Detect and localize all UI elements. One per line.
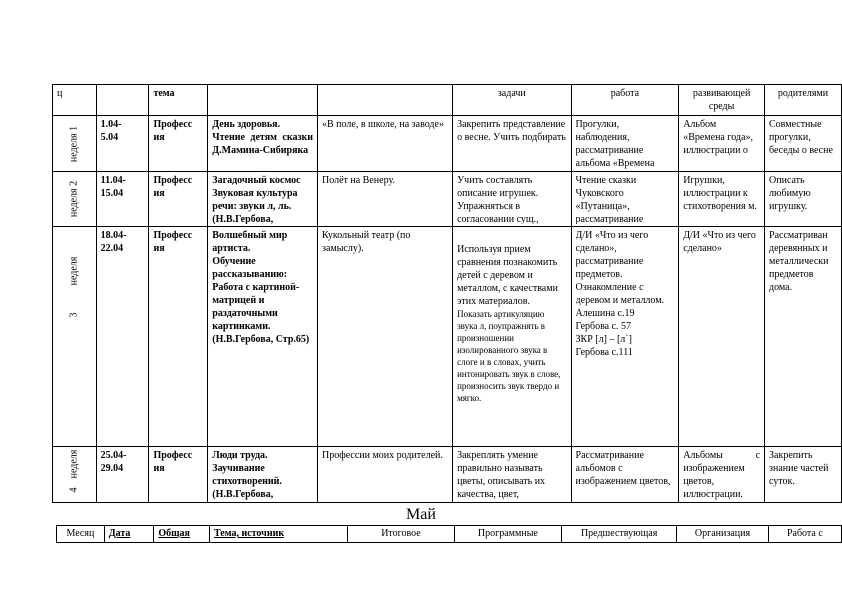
- theme-cell: [208, 116, 318, 172]
- table-header-row: [53, 85, 842, 116]
- may-header-cell: Общая: [154, 526, 210, 543]
- header-cell: [96, 85, 149, 116]
- may-plan-table: [56, 525, 842, 543]
- parents-text: Описать любимую игрушку.: [769, 175, 811, 212]
- prior-text: Чтение сказки Чуковского «Путаница», рассматривание: [575, 175, 644, 224]
- dates-text: 1.04- 5.04: [100, 119, 122, 143]
- tasks-cell: [453, 447, 571, 503]
- general-cell: [149, 447, 208, 503]
- week-label: неделя 2: [68, 180, 80, 218]
- prior-text: Д/И «Что из чего сделано», рассматривание предметов. Ознакомление с деревом и металлом.: [575, 230, 665, 306]
- dates-cell: [96, 116, 149, 172]
- final-text: Полёт на Венеру.: [322, 175, 395, 186]
- general-text: Професс ия: [153, 119, 193, 143]
- table-row: [53, 227, 842, 447]
- may-header-cell: Дата: [104, 526, 154, 543]
- table-row: [53, 447, 842, 503]
- week-label: неделя: [68, 449, 80, 478]
- tasks-text: Учить составлять описание игрушек. Упражняться в согласовании сущ.,: [457, 175, 539, 224]
- tasks-text: Закрепить представление о весне. Учить подбирать: [457, 119, 566, 143]
- final-cell: [318, 172, 453, 227]
- dates-text: 18.04- 22.04: [100, 230, 127, 254]
- parents-text: Закрепить знание частей суток.: [769, 450, 829, 487]
- week-label-cell: [53, 172, 97, 227]
- prior-cell: [571, 116, 679, 172]
- week-label-cell: [53, 116, 97, 172]
- table-row: [53, 116, 842, 172]
- final-text: Профессии моих родителей.: [322, 450, 443, 461]
- general-cell: [149, 172, 208, 227]
- final-cell: [318, 447, 453, 503]
- week-label: неделя 1: [68, 125, 80, 162]
- dates-cell: [96, 227, 149, 447]
- month-title: Май: [406, 506, 436, 523]
- prior-text: Прогулки, наблюдения, рассматривание альбома «Времена: [575, 119, 655, 169]
- may-header-cell: Предшествующая: [561, 526, 676, 543]
- week-number: 3: [68, 312, 80, 318]
- general-text: Професс ия: [153, 230, 193, 254]
- env-text: Игрушки, иллюстрации к стихотворения м.: [683, 175, 757, 212]
- parents-cell: [765, 227, 842, 447]
- theme-text: Волшебный мир артиста. Обучение рассказыванию: Работа с картиной-матрицей и раздаточными картинками. (Н.В.Гербова, Стр.65): [212, 230, 310, 345]
- prior-cell: [571, 447, 679, 503]
- env-cell: [679, 172, 765, 227]
- may-header-cell: Работа с: [768, 526, 841, 543]
- final-cell: [318, 116, 453, 172]
- header-cell: работа: [571, 85, 679, 116]
- env-text: Альбом «Времена года», иллюстрации о: [683, 119, 753, 156]
- may-header-cell: Организация: [677, 526, 768, 543]
- header-cell: задачи: [453, 85, 571, 116]
- theme-cell: [208, 172, 318, 227]
- final-text: Кукольный театр (по замыслу).: [322, 230, 411, 254]
- env-text: Альбомы с изображением цветов, иллюстрации.: [683, 450, 761, 500]
- general-text: Професс ия: [153, 175, 193, 199]
- parents-cell: [765, 172, 842, 227]
- header-cell: [318, 85, 453, 116]
- tasks-text: Закреплять умение правильно называть цветы, описывать их качества, цвет,: [457, 450, 546, 500]
- theme-text: Люди труда. Заучивание стихотворений. (Н.В.Гербова,: [212, 450, 282, 500]
- header-cell: родителями: [765, 85, 842, 116]
- week-label-cell: [53, 447, 97, 503]
- week-label: неделя: [68, 256, 80, 286]
- theme-cell: [208, 447, 318, 503]
- tasks-cell: [453, 227, 571, 447]
- dates-text: 11.04- 15.04: [100, 175, 126, 199]
- tasks-text-secondary: Показать артикуляцию звука л, поупражнять в произношении изолированного звука в слоге и в словах, учить интонировать звук в слове, произносить звук твердо и мягко.: [457, 309, 561, 403]
- env-cell: [679, 227, 765, 447]
- may-header-cell: Программные: [454, 526, 561, 543]
- may-header-row: [57, 526, 842, 543]
- header-cell: [208, 85, 318, 116]
- theme-cell: [208, 227, 318, 447]
- theme-text: Загадочный космос Звуковая культура речи: звуки л, ль. (Н.В.Гербова,: [212, 175, 301, 224]
- general-text: Професс ия: [153, 450, 193, 474]
- dates-cell: [96, 447, 149, 503]
- dates-cell: [96, 172, 149, 227]
- prior-cell: [571, 227, 679, 447]
- header-cell: тема: [149, 85, 208, 116]
- parents-cell: [765, 116, 842, 172]
- may-header-cell: Итоговое: [348, 526, 455, 543]
- prior-text-secondary: Алешина с.19 Гербова с. 57 ЗКР [л] – [л`] Гербова с.111: [575, 308, 635, 358]
- week-number: 4: [68, 487, 80, 493]
- prior-cell: [571, 172, 679, 227]
- general-cell: [149, 227, 208, 447]
- general-cell: [149, 116, 208, 172]
- env-cell: [679, 447, 765, 503]
- tasks-cell: [453, 172, 571, 227]
- env-cell: [679, 116, 765, 172]
- header-cell: развивающей среды: [679, 85, 765, 116]
- parents-cell: [765, 447, 842, 503]
- parents-text: Совместные прогулки, беседы о весне: [769, 119, 833, 156]
- env-text: Д/И «Что из чего сделано»: [683, 230, 756, 254]
- theme-text: День здоровья. Чтение детям сказки Д.Мамина-Сибиряка: [212, 119, 313, 156]
- week-label-cell: [53, 227, 97, 447]
- dates-text: 25.04- 29.04: [100, 450, 127, 474]
- tasks-text: Используя прием сравнения познакомить детей с деревом и металлом, с качествами этих материалов.: [457, 244, 558, 307]
- may-header-cell: Месяц: [57, 526, 105, 543]
- table-row: [53, 172, 842, 227]
- header-cell: ц: [53, 85, 97, 116]
- april-plan-table: [52, 84, 842, 503]
- may-header-cell: Тема, источник: [209, 526, 347, 543]
- parents-text: Рассматриван деревянных и металлически предметов дома.: [769, 230, 829, 293]
- tasks-cell: [453, 116, 571, 172]
- final-cell: [318, 227, 453, 447]
- final-text: «В поле, в школе, на заводе»: [322, 119, 444, 130]
- prior-text: Рассматривание альбомов с изображением цветов,: [575, 450, 671, 487]
